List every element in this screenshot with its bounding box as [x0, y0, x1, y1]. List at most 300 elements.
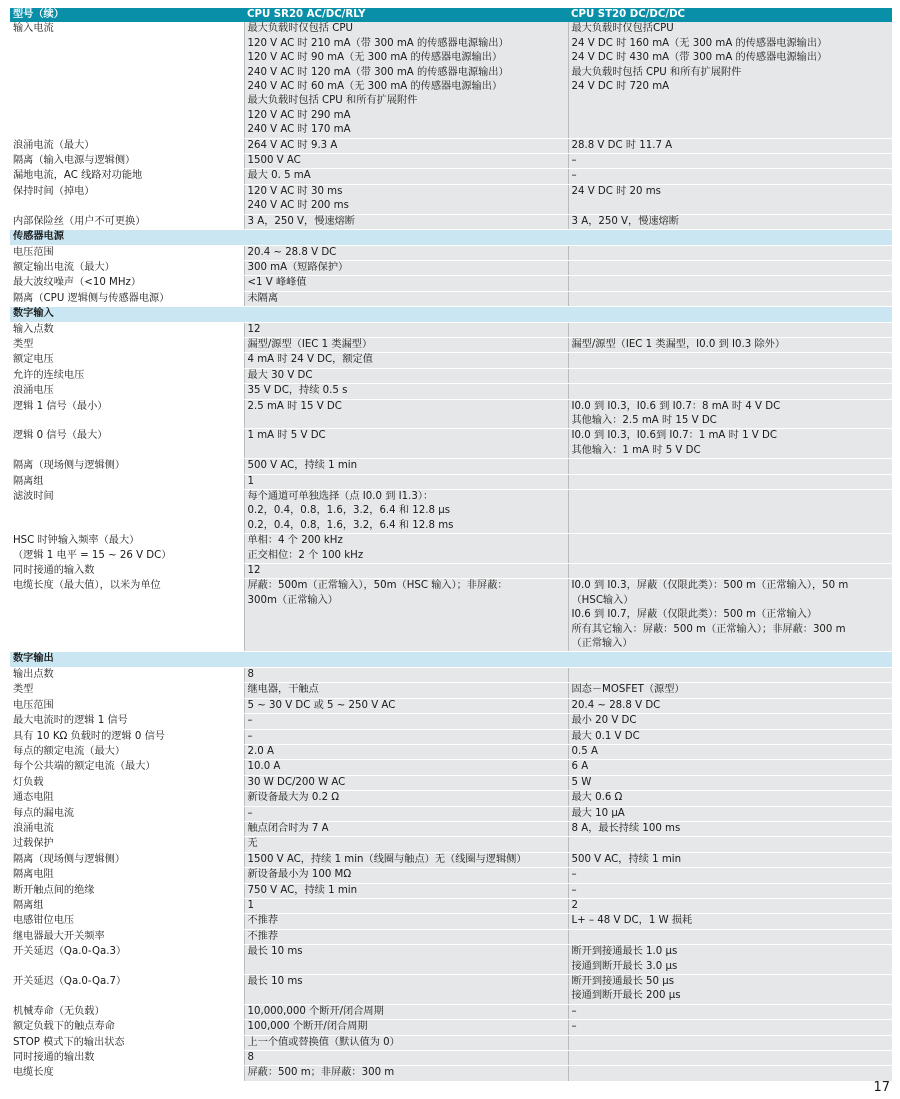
table-row [10, 821, 892, 836]
table-row [10, 337, 892, 352]
spec-value-st20 [568, 291, 892, 306]
section-title: 数字输出 [10, 652, 892, 667]
cell-line: 最大 30 V DC [247, 369, 313, 381]
spec-value-st20 [568, 791, 892, 806]
cell-line: 额定输出电流（最大） [13, 261, 115, 273]
spec-value-st20 [568, 138, 892, 153]
cell-line: 过载保护 [13, 838, 54, 850]
spec-label [10, 914, 244, 929]
cell-line: 500 V AC，持续 1 min [247, 460, 358, 472]
spec-value-sr20 [244, 683, 568, 698]
cell-line: 通态电阻 [13, 792, 54, 804]
table-row [10, 459, 892, 474]
table-row [10, 22, 892, 138]
cell-line: 最小 20 V DC [571, 715, 637, 727]
spec-value-st20 [568, 698, 892, 713]
page-number: 17 [873, 1080, 890, 1095]
cell-line: – [571, 1005, 577, 1017]
table-row [10, 490, 892, 534]
table-row [10, 1004, 892, 1019]
spec-label [10, 1051, 244, 1066]
cell-line: 不推荐 [247, 915, 279, 927]
cell-line: 隔离（输入电源与逻辑侧） [13, 155, 136, 167]
spec-value-st20 [568, 1051, 892, 1066]
cell-line: 断开到接通最长 1.0 μs [571, 946, 678, 958]
spec-label [10, 184, 244, 214]
spec-label [10, 1035, 244, 1050]
spec-value-sr20 [244, 1035, 568, 1050]
spec-label [10, 245, 244, 260]
spec-value-sr20 [244, 291, 568, 306]
spec-value-sr20 [244, 1004, 568, 1019]
spec-value-sr20 [244, 744, 568, 759]
cell-line: 所有其它输入：屏蔽：500 m（正常输入）；非屏蔽：300 m [571, 623, 846, 635]
spec-label [10, 214, 244, 229]
cell-line: 浪涌电流 [13, 822, 54, 834]
cell-line: 750 V AC，持续 1 min [247, 884, 358, 896]
cell-line: 最大 0.6 Ω [571, 792, 623, 804]
cell-line: 触点闭合时为 7 A [247, 822, 329, 834]
spec-label [10, 929, 244, 944]
cell-line: 264 V AC 时 9.3 A [247, 139, 338, 151]
spec-label [10, 337, 244, 352]
cell-line: 300 mA（短路保护） [247, 261, 349, 273]
cell-line: – [247, 730, 253, 742]
cell-line: 2.5 mA 时 15 V DC [247, 400, 342, 412]
section-title: 数字输入 [10, 307, 892, 322]
spec-body [10, 22, 892, 1081]
cell-line: 24 V DC 时 20 ms [571, 185, 661, 197]
spec-value-sr20 [244, 929, 568, 944]
table-row [10, 837, 892, 852]
cell-line: 0.2，0.4，0.8，1.6，3.2，6.4 和 12.8 ms [247, 519, 454, 531]
cell-line: 4 mA 时 24 V DC，额定值 [247, 354, 373, 366]
table-row [10, 276, 892, 291]
cell-line: L+ – 48 V DC，1 W 损耗 [571, 915, 693, 927]
cell-line: 最大波纹噪声（<10 MHz） [13, 277, 142, 289]
cell-line: – [571, 1021, 577, 1033]
cell-line: – [247, 715, 253, 727]
cell-line: 隔离组 [13, 475, 44, 487]
spec-value-st20 [568, 337, 892, 352]
table-row [10, 353, 892, 368]
table-row [10, 852, 892, 867]
spec-value-st20 [568, 914, 892, 929]
cell-line [572, 668, 890, 682]
spec-label [10, 1004, 244, 1019]
cell-line: （正常输入） [571, 638, 633, 650]
cell-line: 允许的连续电压 [13, 369, 85, 381]
table-row [10, 1020, 892, 1035]
cell-line: 3 A，250 V，慢速熔断 [571, 215, 679, 227]
cell-line: 10,000,000 个断开/闭合周期 [247, 1005, 384, 1017]
spec-value-st20 [568, 1004, 892, 1019]
spec-value-sr20 [244, 1051, 568, 1066]
spec-label [10, 399, 244, 429]
cell-line: 接通到断开最长 3.0 μs [571, 960, 678, 972]
spec-value-sr20 [244, 945, 568, 975]
cell-line [572, 490, 890, 504]
spec-value-st20 [568, 154, 892, 169]
spec-table [10, 8, 892, 1082]
spec-value-st20 [568, 837, 892, 852]
spec-value-sr20 [244, 260, 568, 275]
spec-value-st20 [568, 353, 892, 368]
table-row [10, 806, 892, 821]
cell-line: 8 [247, 668, 254, 680]
spec-value-st20 [568, 898, 892, 913]
spec-value-sr20 [244, 399, 568, 429]
cell-line: HSC 时钟输入频率（最大） [13, 535, 140, 547]
spec-label [10, 683, 244, 698]
cell-line: 输出点数 [13, 668, 54, 680]
spec-value-st20 [568, 384, 892, 399]
table-row [10, 138, 892, 153]
cell-line: 保持时间（掉电） [13, 185, 95, 197]
cell-line: – [571, 884, 577, 896]
cell-line: 5 ~ 30 V DC 或 5 ~ 250 V AC [247, 699, 396, 711]
spec-value-st20 [568, 821, 892, 836]
cell-line: 1500 V AC [247, 155, 301, 167]
cell-line: 隔离组 [13, 899, 44, 911]
cell-line: 240 V AC 时 120 mA（带 300 mA 的传感器电源输出） [247, 66, 509, 78]
spec-label [10, 353, 244, 368]
table-row [10, 775, 892, 790]
spec-value-sr20 [244, 579, 568, 652]
spec-label [10, 760, 244, 775]
cell-line: 300m（正常输入） [247, 594, 338, 606]
cell-line: 漏型/源型（IEC 1 类漏型，I0.0 到 I0.3 除外） [571, 338, 786, 350]
spec-value-sr20 [244, 667, 568, 682]
cell-line: 最长 10 ms [247, 976, 303, 987]
cell-line: 240 V AC 时 200 ms [247, 200, 349, 212]
spec-value-sr20 [244, 698, 568, 713]
table-row [10, 154, 892, 169]
spec-value-st20 [568, 169, 892, 184]
spec-label [10, 1020, 244, 1035]
cell-line: 接通到断开最长 200 μs [571, 990, 681, 1002]
spec-label [10, 459, 244, 474]
cell-line: 每个公共端的额定电流（最大） [13, 761, 156, 773]
section-title: 传感器电源 [10, 230, 892, 245]
table-row [10, 945, 892, 975]
cell-line: 不推荐 [247, 930, 279, 942]
cell-line: 100,000 个断开/闭合周期 [247, 1021, 368, 1033]
cell-line: （逻辑 1 电平 = 15 ~ 26 V DC） [13, 549, 172, 561]
cell-line: 逻辑 1 信号（最小） [13, 400, 108, 412]
spec-value-sr20 [244, 276, 568, 291]
spec-value-st20 [568, 184, 892, 214]
spec-label [10, 276, 244, 291]
spec-label [10, 791, 244, 806]
cell-line [572, 261, 890, 275]
cell-line: 开关延迟（Qa.0-Qa.3） [13, 946, 127, 958]
cell-line [572, 246, 890, 260]
spec-value-st20 [568, 429, 892, 459]
spec-value-sr20 [244, 564, 568, 579]
cell-line [572, 837, 890, 851]
spec-value-sr20 [244, 914, 568, 929]
cell-line [572, 292, 890, 306]
cell-line: 同时接通的输出数 [13, 1052, 95, 1064]
cell-line [572, 276, 890, 290]
section-header [10, 230, 892, 245]
cell-line: I0.0 到 I0.3，I0.6 到 I0.7：8 mA 时 4 V DC [571, 400, 781, 412]
cell-line: 新设备最大为 0.2 Ω [247, 792, 340, 804]
spec-value-st20 [568, 459, 892, 474]
spec-value-st20 [568, 975, 892, 1005]
spec-label [10, 898, 244, 913]
spec-label [10, 714, 244, 729]
spec-value-sr20 [244, 898, 568, 913]
cell-line: 机械寿命（无负载） [13, 1005, 105, 1017]
cell-line [572, 353, 890, 367]
cell-line [572, 369, 890, 383]
table-row [10, 534, 892, 564]
cell-line: 额定负载下的触点寿命 [13, 1021, 115, 1033]
cell-line: 漏地电流，AC 线路对功能地 [13, 170, 143, 182]
cell-line: 1 mA 时 5 V DC [247, 430, 326, 442]
spec-value-sr20 [244, 490, 568, 534]
spec-label [10, 322, 244, 337]
spec-value-st20 [568, 1035, 892, 1050]
cell-line: 电缆长度 [13, 1067, 54, 1079]
table-row [10, 399, 892, 429]
cell-line: 6 A [571, 761, 589, 773]
table-row [10, 898, 892, 913]
table-row [10, 384, 892, 399]
cell-line: 隔离（CPU 逻辑侧与传感器电源） [13, 292, 170, 304]
spec-label [10, 1066, 244, 1081]
spec-value-sr20 [244, 775, 568, 790]
spec-label [10, 490, 244, 534]
spec-label [10, 474, 244, 489]
cell-line: 12 [247, 565, 261, 577]
cell-line: – [571, 170, 577, 182]
cell-line: – [571, 155, 577, 167]
cell-line: 120 V AC 时 90 mA（无 300 mA 的传感器电源输出） [247, 52, 503, 64]
spec-value-st20 [568, 775, 892, 790]
spec-value-sr20 [244, 1066, 568, 1081]
spec-value-sr20 [244, 368, 568, 383]
cell-line: 隔离（现场侧与逻辑侧） [13, 460, 126, 472]
spec-value-st20 [568, 883, 892, 898]
cell-line [572, 384, 890, 398]
cell-line: 5 W [571, 776, 592, 788]
table-row [10, 714, 892, 729]
cell-line: 8 A，最长持续 100 ms [571, 822, 681, 834]
table-row [10, 914, 892, 929]
cell-line: 断开到接通最长 50 μs [571, 976, 675, 987]
cell-line: – [247, 807, 253, 819]
spec-value-sr20 [244, 138, 568, 153]
spec-value-sr20 [244, 474, 568, 489]
spec-label [10, 775, 244, 790]
spec-label [10, 534, 244, 564]
spec-value-sr20 [244, 184, 568, 214]
cell-line: 0.2，0.4，0.8，1.6，3.2，6.4 和 12.8 μs [247, 505, 451, 517]
table-row [10, 729, 892, 744]
cell-line: 12 [247, 323, 261, 335]
spec-value-sr20 [244, 852, 568, 867]
spec-value-sr20 [244, 429, 568, 459]
spec-value-sr20 [244, 760, 568, 775]
table-row [10, 429, 892, 459]
cell-line: 24 V DC 时 160 mA（无 300 mA 的传感器电源输出） [571, 37, 828, 49]
table-row [10, 1066, 892, 1081]
cell-line: 电压范围 [13, 246, 54, 258]
spec-value-st20 [568, 214, 892, 229]
spec-value-sr20 [244, 1020, 568, 1035]
cell-line: 输入电流 [13, 23, 54, 35]
cell-line: 无 [247, 838, 258, 850]
spec-value-st20 [568, 929, 892, 944]
table-row [10, 744, 892, 759]
cell-line: 1 [247, 899, 254, 911]
cell-line: 0.5 A [571, 745, 598, 757]
spec-label [10, 138, 244, 153]
cell-line: 最大负载时包括 CPU 和所有扩展附件 [247, 95, 418, 107]
spec-value-sr20 [244, 22, 568, 138]
table-row [10, 929, 892, 944]
spec-label [10, 744, 244, 759]
table-row [10, 291, 892, 306]
table-row [10, 698, 892, 713]
cell-line [572, 534, 890, 548]
spec-label [10, 291, 244, 306]
spec-value-st20 [568, 667, 892, 682]
cell-line: 最大 0. 5 mA [247, 170, 311, 182]
header-model: 型号（续） [10, 8, 244, 22]
cell-line: I0.0 到 I0.3，I0.6到 I0.7：1 mA 时 1 V DC [571, 430, 777, 442]
cell-line: 逻辑 0 信号（最大） [13, 430, 108, 442]
table-row [10, 579, 892, 652]
cell-line: – [571, 869, 577, 881]
cell-line: 20.4 ~ 28.8 V DC [571, 699, 661, 711]
cell-line: 类型 [13, 338, 34, 350]
spec-value-st20 [568, 534, 892, 564]
spec-value-st20 [568, 806, 892, 821]
cell-line: 最长 10 ms [247, 946, 303, 958]
cell-line: 开关延迟（Qa.0-Qa.7） [13, 976, 127, 987]
spec-label [10, 837, 244, 852]
table-row [10, 868, 892, 883]
cell-line: 断开触点间的绝缘 [13, 884, 95, 896]
cell-line [572, 930, 890, 944]
spec-label [10, 260, 244, 275]
cell-line: 同时接通的输入数 [13, 565, 95, 577]
table-row [10, 883, 892, 898]
spec-value-st20 [568, 260, 892, 275]
section-header [10, 307, 892, 322]
table-row [10, 791, 892, 806]
spec-value-st20 [568, 322, 892, 337]
cell-line: 具有 10 KΩ 负载时的逻辑 0 信号 [13, 730, 165, 742]
spec-label [10, 852, 244, 867]
spec-value-sr20 [244, 837, 568, 852]
spec-value-sr20 [244, 975, 568, 1005]
spec-value-st20 [568, 714, 892, 729]
cell-line: 其他输入：1 mA 时 5 V DC [571, 444, 701, 456]
cell-line: 240 V AC 时 170 mA [247, 124, 351, 136]
spec-value-sr20 [244, 169, 568, 184]
section-header [10, 652, 892, 667]
spec-value-sr20 [244, 214, 568, 229]
cell-line: 上一个值或替换值（默认值为 0） [247, 1036, 400, 1048]
cell-line: I0.6 到 I0.7，屏蔽（仅限此类）：500 m（正常输入） [571, 609, 818, 621]
cell-line: 电感钳位电压 [13, 915, 75, 927]
spec-value-sr20 [244, 353, 568, 368]
cell-line [572, 459, 890, 473]
spec-label [10, 729, 244, 744]
cell-line: 单相：4 个 200 kHz [247, 535, 343, 547]
cell-line: （HSC输入） [571, 594, 634, 606]
cell-line: 输入点数 [13, 323, 54, 335]
cell-line [572, 1036, 890, 1050]
spec-value-st20 [568, 852, 892, 867]
cell-line [572, 1051, 890, 1065]
table-header [10, 8, 892, 22]
spec-value-st20 [568, 276, 892, 291]
cell-line: 正交相位：2 个 100 kHz [247, 549, 364, 561]
spec-label [10, 806, 244, 821]
cell-line: 最大负载时包括 CPU 和所有扩展附件 [571, 66, 742, 78]
cell-line: 2.0 A [247, 745, 274, 757]
spec-value-sr20 [244, 714, 568, 729]
spec-value-st20 [568, 564, 892, 579]
spec-value-sr20 [244, 883, 568, 898]
spec-value-sr20 [244, 729, 568, 744]
cell-line: 30 W DC/200 W AC [247, 776, 346, 788]
spec-value-st20 [568, 490, 892, 534]
table-row [10, 184, 892, 214]
cell-line: 24 V DC 时 720 mA [571, 81, 670, 93]
spec-value-st20 [568, 474, 892, 489]
cell-line: 24 V DC 时 430 mA（带 300 mA 的传感器电源输出） [571, 52, 828, 64]
spec-label [10, 169, 244, 184]
cell-line: 漏型/源型（IEC 1 类漏型） [247, 338, 373, 350]
cell-line: 1500 V AC，持续 1 min（线圈与触点）无（线圈与逻辑侧） [247, 853, 527, 865]
spec-value-st20 [568, 760, 892, 775]
cell-line: 每个通道可单独选择（点 I0.0 到 I1.3）： [247, 491, 434, 502]
spec-label [10, 429, 244, 459]
table-row [10, 760, 892, 775]
cell-line: 隔离电阻 [13, 869, 54, 881]
cell-line [572, 564, 890, 578]
cell-line: 隔离（现场侧与逻辑侧） [13, 853, 126, 865]
spec-value-st20 [568, 399, 892, 429]
cell-line: 最大负载时仅包括CPU [571, 23, 674, 35]
cell-line: 20.4 ~ 28.8 V DC [247, 246, 337, 258]
cell-line [572, 1066, 890, 1080]
table-row [10, 214, 892, 229]
cell-line: 其他输入：2.5 mA 时 15 V DC [571, 414, 717, 426]
cell-line: 120 V AC 时 290 mA [247, 109, 351, 121]
cell-line: 电压范围 [13, 699, 54, 711]
cell-line: 35 V DC，持续 0.5 s [247, 385, 348, 397]
cell-line: 最大电流时的逻辑 1 信号 [13, 715, 128, 727]
spec-value-sr20 [244, 459, 568, 474]
spec-value-sr20 [244, 154, 568, 169]
table-row [10, 474, 892, 489]
cell-line [572, 475, 890, 489]
spec-label [10, 579, 244, 652]
table-row [10, 667, 892, 682]
cell-line: 最大 10 μA [571, 807, 625, 819]
spec-value-st20 [568, 945, 892, 975]
cell-line: 浪涌电压 [13, 385, 54, 397]
spec-label [10, 698, 244, 713]
